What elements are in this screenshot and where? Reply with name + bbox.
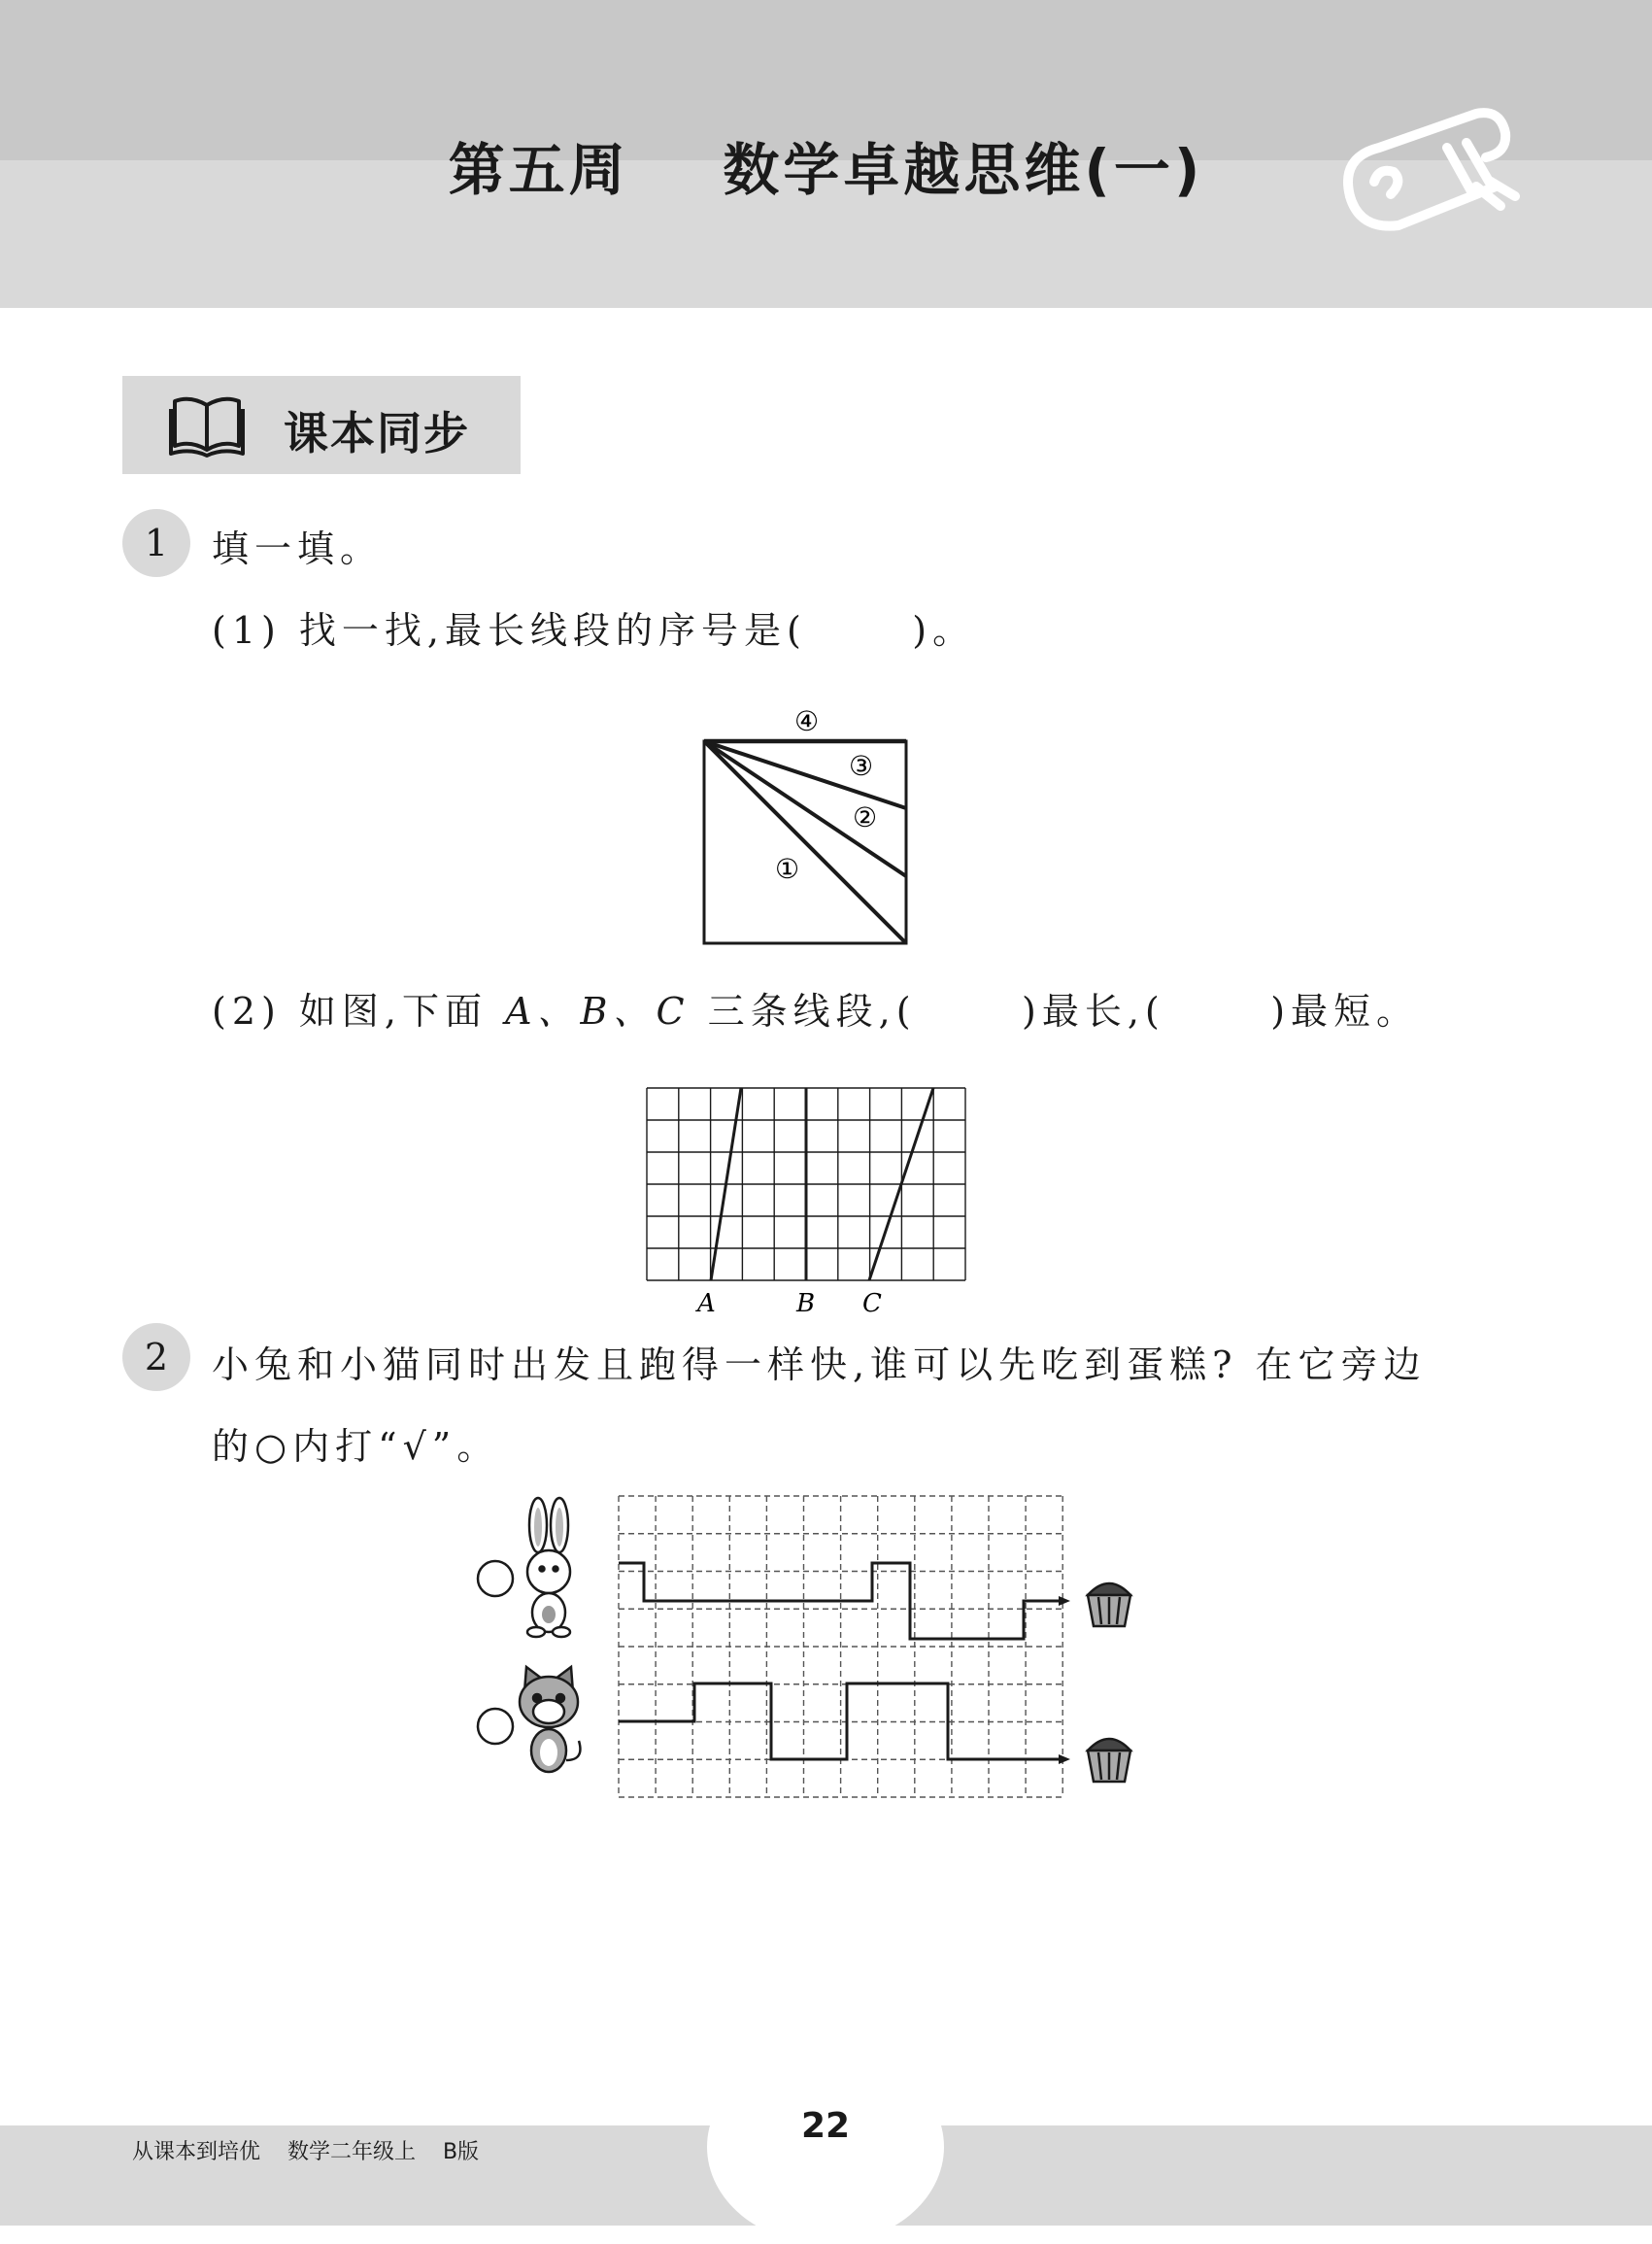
answer-circle-rabbit[interactable] (478, 1561, 513, 1596)
page-number: 22 (800, 2106, 851, 2146)
book-icon (169, 391, 245, 459)
segment-label-3: ③ (849, 750, 874, 782)
part-2-text-post: 三条线段,( )最长,( )最短。 (690, 990, 1420, 1033)
race-figure (466, 1486, 1146, 1807)
question-1-part-1-text: (1) 找一找,最长线段的序号是( )。 (212, 609, 976, 652)
rabbit-icon (527, 1498, 570, 1637)
dashed-grid (619, 1496, 1062, 1797)
cat-icon (520, 1667, 580, 1772)
page-title: 第五周 数学卓越思维(一) (448, 137, 1204, 203)
rabbit-path-arrow (1059, 1596, 1070, 1606)
question-1-prompt: 填一填。 (212, 527, 384, 570)
segments-figure (680, 697, 923, 952)
grid-label-b: B (796, 1289, 816, 1318)
rabbit-path (619, 1563, 1059, 1639)
part-2-text-pre: (2) 如图,下面 (212, 990, 506, 1033)
answer-circle-cat[interactable] (478, 1709, 513, 1744)
segment-1 (704, 741, 906, 943)
cat-path-arrow (1059, 1754, 1070, 1764)
question-2-text-line-1: 小兔和小猫同时出发且跑得一样快,谁可以先吃到蛋糕? 在它旁边 (212, 1343, 1427, 1386)
section-label: 课本同步 (284, 407, 470, 459)
segment-3 (704, 741, 906, 808)
question-number-2: 2 (122, 1323, 190, 1391)
segment-label-1: ① (775, 853, 800, 885)
cake-icon (1088, 1583, 1130, 1626)
scroll-icon (1331, 89, 1525, 245)
question-1-part-2-text (212, 981, 1419, 1035)
grid-segments-figure (631, 1078, 971, 1321)
grid-label-c: C (862, 1289, 882, 1318)
question-2-text-line-2: 的○内打“√”。 (212, 1425, 500, 1468)
cake-icon (1088, 1739, 1130, 1782)
part-2-text-letters: A、B、C (505, 990, 691, 1033)
question-number-1: 1 (122, 509, 190, 577)
grid-label-a: A (697, 1289, 716, 1318)
footer-text: 从课本到培优 数学二年级上 B版 (132, 2140, 480, 2164)
segment-label-4: ④ (794, 705, 820, 737)
segment-label-2: ② (853, 801, 878, 833)
page-number-bubble (707, 2050, 944, 2244)
